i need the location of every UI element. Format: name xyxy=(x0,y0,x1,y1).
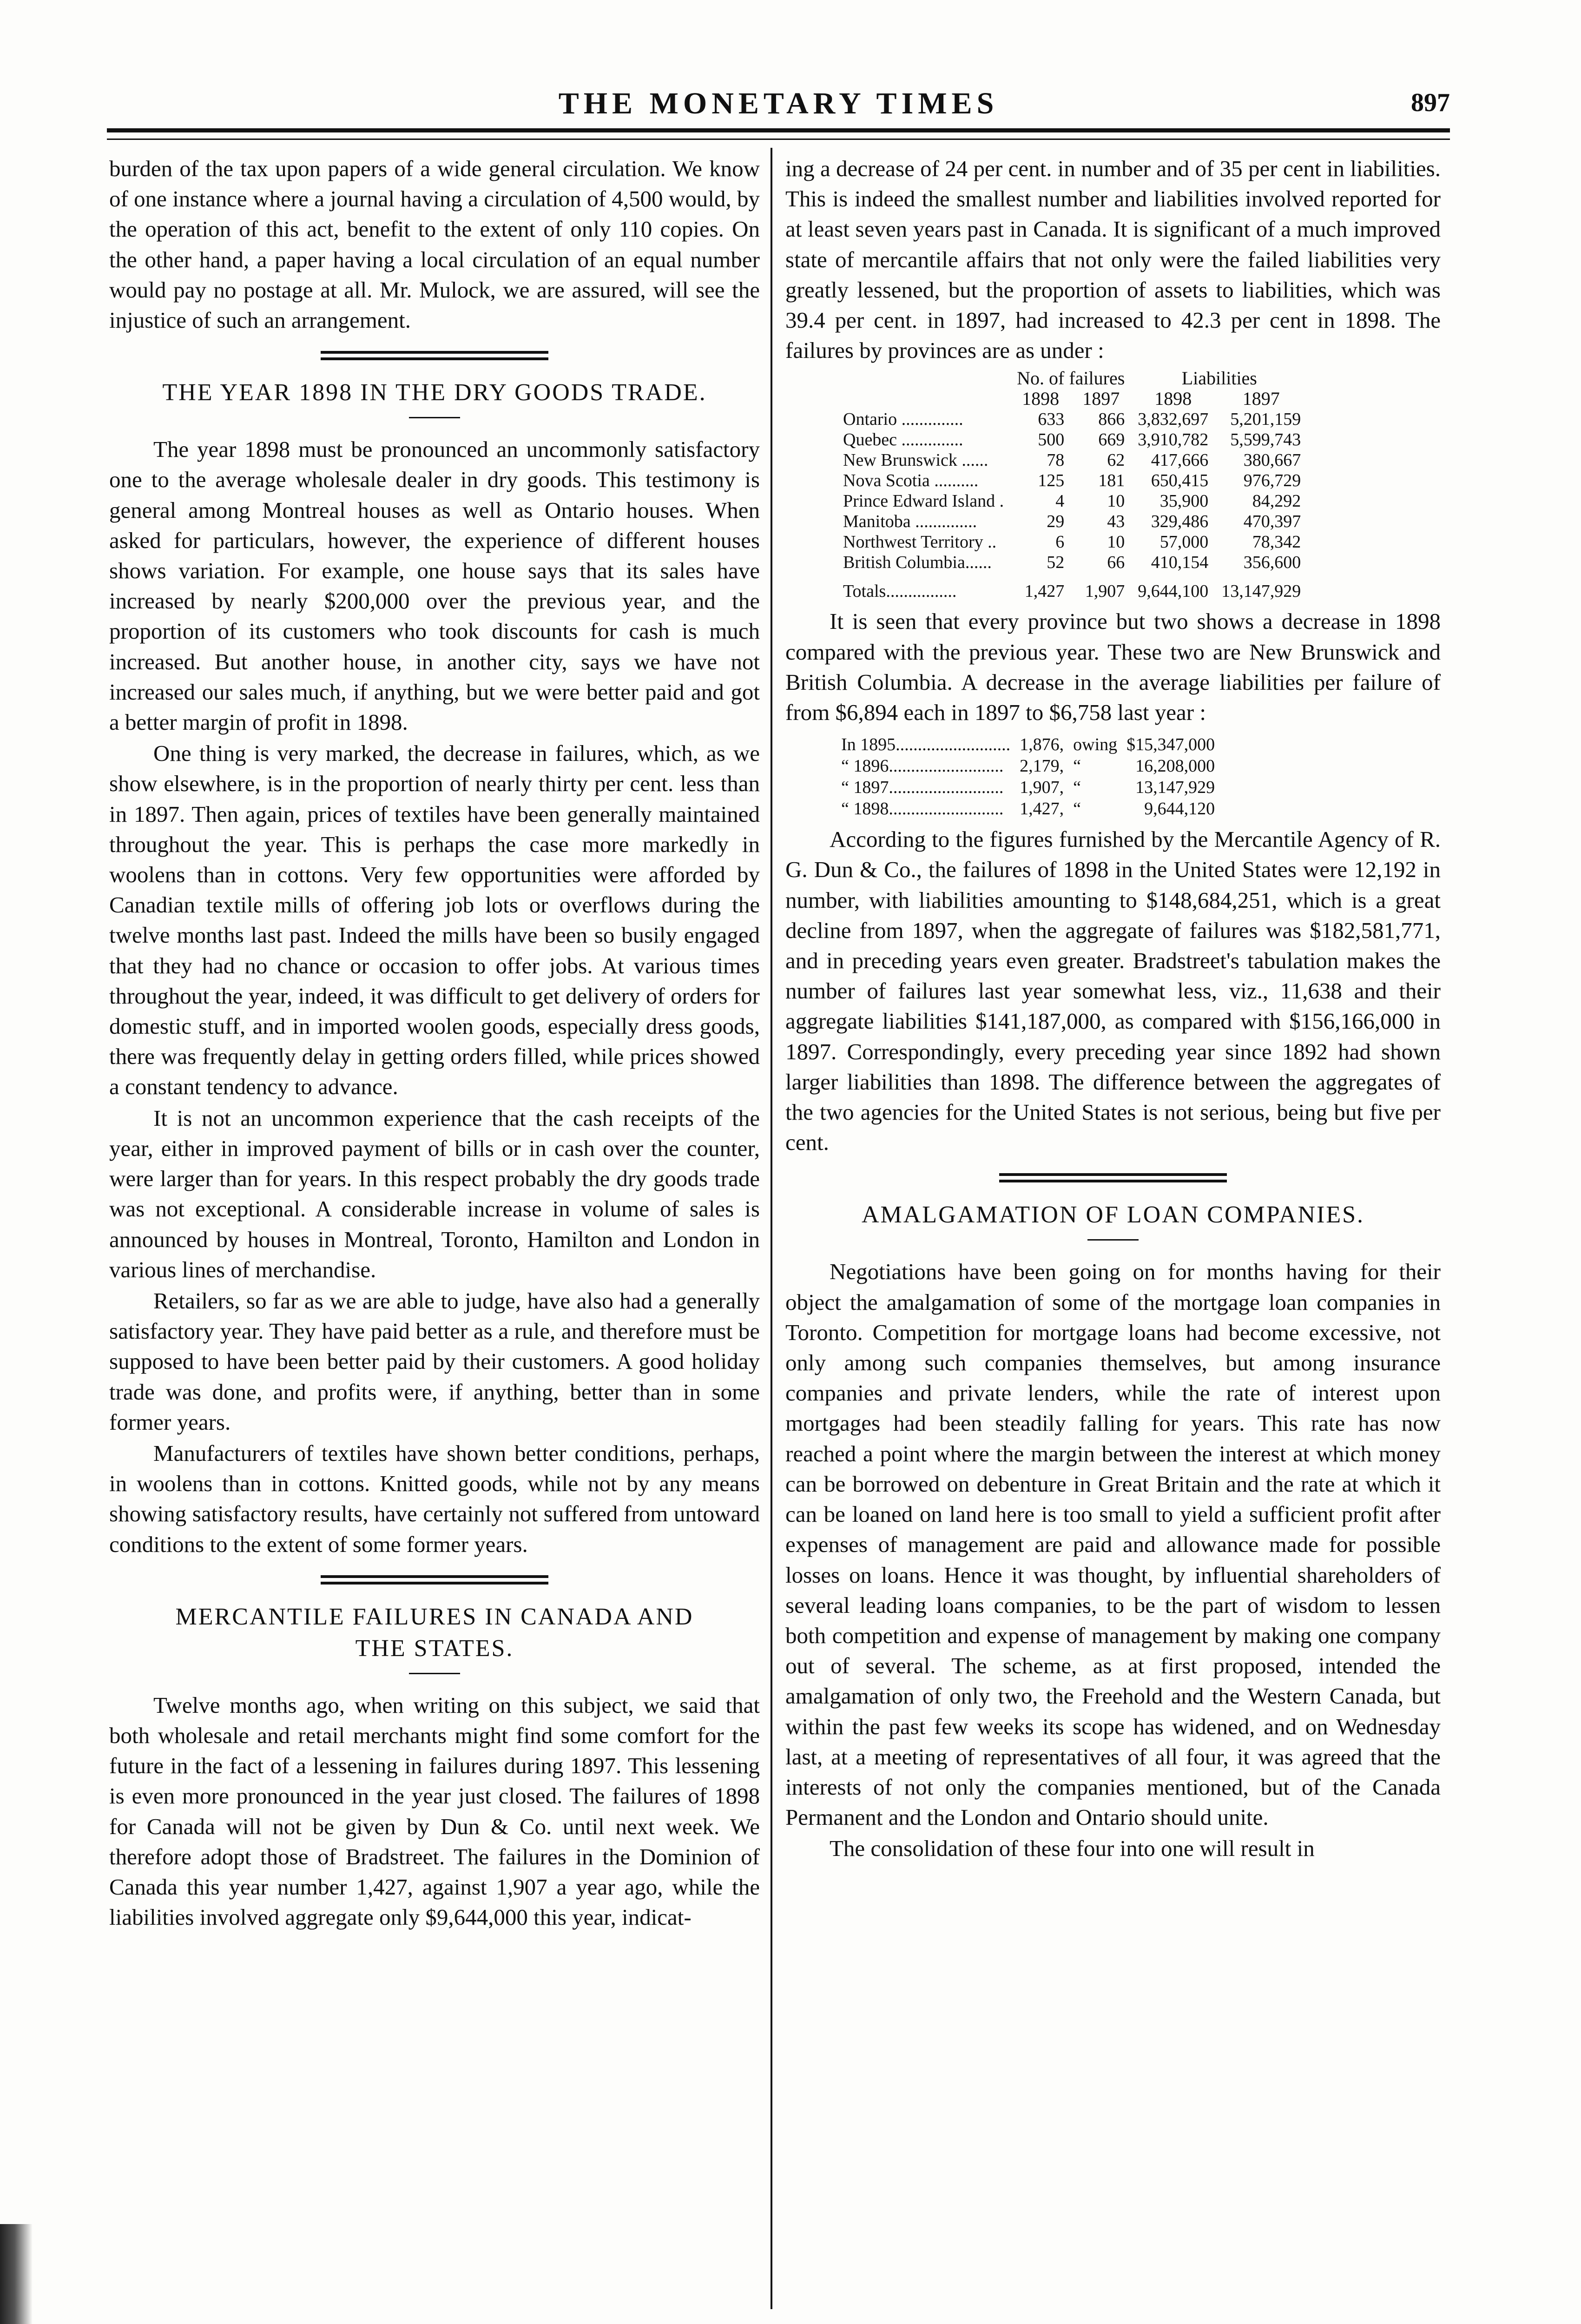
liabilities-1898: 417,666 xyxy=(1151,450,1209,470)
failure-count: 1,876, xyxy=(1020,735,1064,755)
continuation-paragraph: ing a decrease of 24 per cent. in number and of 35 per cent in liabilities. This is indeed the smallest number and liabilities involved reported for at least seven years past in Canada. It is significant of a much improved state of mercantile affairs that not only were the failed liabilities very greatly lessened, but the proportion of assets to liabilities, which was 39.4 per cent. in 1897, had increased to 42.3 per cent in 1898. The failures by provinces are as under : xyxy=(785,156,1441,363)
table-year-header-row xyxy=(837,389,1307,409)
totals-row xyxy=(837,573,1307,601)
owing-label: owing xyxy=(1073,735,1118,755)
liabilities-1898: 650,415 xyxy=(1151,471,1209,491)
publication-title: THE MONETARY TIMES xyxy=(558,86,999,120)
table-row xyxy=(837,798,1219,819)
masthead xyxy=(107,86,1450,123)
table-row xyxy=(837,755,1219,777)
table-row xyxy=(837,491,1307,511)
province-name: Nova Scotia .......... xyxy=(843,471,979,491)
failures-1897: 62 xyxy=(1107,450,1125,470)
heading-rule xyxy=(409,417,460,418)
liabilities-1897: 5,599,743 xyxy=(1230,430,1301,450)
liability-amount: 16,208,000 xyxy=(1135,756,1215,776)
totals-liabilities-1898: 9,644,100 xyxy=(1138,581,1209,601)
failure-count: 1,427, xyxy=(1020,799,1064,819)
province-name: British Columbia...... xyxy=(843,553,992,573)
year-label: “ 1897.......................... xyxy=(841,778,1004,798)
failures-1897: 669 xyxy=(1098,430,1125,450)
liabilities-1898: 35,900 xyxy=(1159,491,1209,511)
table-group-header-row xyxy=(837,368,1307,389)
table-row xyxy=(837,470,1307,491)
group-header-failures: No. of failures xyxy=(1017,368,1125,389)
failures-1897: 10 xyxy=(1107,491,1125,511)
failures-1897: 66 xyxy=(1107,553,1125,573)
section-separator xyxy=(321,351,548,360)
intro-paragraph: burden of the tax upon papers of a wide general circulation. We know of one instance where a journal having a circulation of 4,500 would, by the operation of this act, benefit to the extent of only 110 copies. On the other hand, a paper having a local circulation of an equal number would pay no postage at all. Mr. Mulock, we are assured, will see the injustice of such an arrangement. xyxy=(109,156,760,333)
failures-1898: 500 xyxy=(1038,430,1065,450)
failures-paragraph: Twelve months ago, when writing on this subject, we said that both wholesale and retail merchants might find some comfort for the future in the fact of a lessening in failures during 1897. This lessening is even more pronounced in the year just closed. The failures of 1898 for Canada will not be given by Dun & Co. until next week. We therefore adopt those of Bradstreet. The failures in the Dominion of Canada this year number 1,427, against 1,907 a year ago, while the liabilities involved aggregate only $9,644,000 this year, indicat- xyxy=(109,1692,760,1930)
year-label: “ 1898.......................... xyxy=(841,799,1004,819)
page-number: 897 xyxy=(1411,88,1450,117)
liabilities-1898: 3,832,697 xyxy=(1138,409,1209,429)
year-label: “ 1896.......................... xyxy=(841,756,1004,776)
owing-label: “ xyxy=(1073,778,1081,798)
totals-liabilities-1897: 13,147,929 xyxy=(1221,581,1301,601)
totals-failures-1897: 1,907 xyxy=(1085,581,1125,601)
table-row xyxy=(837,409,1307,429)
totals-label: Totals................ xyxy=(843,581,957,601)
failure-count: 2,179, xyxy=(1020,756,1064,776)
liabilities-1897: 78,342 xyxy=(1252,532,1301,552)
liabilities-1897: 470,397 xyxy=(1243,512,1301,532)
liabilities-1898: 410,154 xyxy=(1151,553,1209,573)
province-name: Ontario .............. xyxy=(843,409,963,429)
amalgamation-paragraph: Negotiations have been going on for months having for their object the amalgamation of some of the mortgage loan companies in Toronto. Competition for mortgage loans had become excessive, not only among such companies themselves, but among insurance companies and private lenders, while the rate of interest upon mortgages had been steadily falling for years. This rate has now reached a point where the margin between the interest at which money can be borrowed on debenture in Great Britain and the rate at which it can be loaned on land here is too small to yield a sufficient profit after expenses of management are paid and allowance made for possible losses on loans. Hence it was thought, by influential shareholders of several leading loans companies, to be the part of wisdom to lessen both competition and expense of management by making one company out of several. The scheme, as at first proposed, intended the amalgamation of only two, the Freehold and the Western Canada, but within the past few weeks its scope has widened, and on Wednesday last, at a meeting of representatives of all four, it was agreed that the interests of not only the companies mentioned, but of the Canada Permanent and the London and Ontario should unite. xyxy=(785,1259,1441,1830)
table-row xyxy=(837,429,1307,450)
left-column xyxy=(109,153,760,1932)
failures-1898: 78 xyxy=(1047,450,1065,470)
yearly-failures-table xyxy=(837,734,1219,819)
liabilities-1898: 3,910,782 xyxy=(1138,430,1209,450)
header-rule-thick xyxy=(107,128,1450,132)
dry-goods-paragraph: Retailers, so far as we are able to judge, have also had a generally satisfactory year. They have paid better as a rule, and therefore must be supposed to have been better paid by their customers. A good holiday trade was done, and profits were, if anything, better than in some former years. xyxy=(109,1287,760,1435)
right-column xyxy=(785,153,1441,1864)
year-header: 1898 xyxy=(1022,388,1060,409)
dry-goods-paragraph: Manufacturers of textiles have shown better conditions, perhaps, in woolens than in cottons. Knitted goods, while not by any means showing satisfactory results, have certainly not suffered from untoward conditions to the extent of some former years. xyxy=(109,1440,760,1557)
province-failures-table xyxy=(837,368,1307,601)
failures-1897: 10 xyxy=(1107,532,1125,552)
failures-heading xyxy=(109,1601,760,1664)
amalgamation-heading: AMALGAMATION OF LOAN COMPANIES. xyxy=(861,1202,1365,1228)
binding-shadow xyxy=(0,2224,33,2324)
table-row xyxy=(837,450,1307,470)
failures-1898: 29 xyxy=(1047,512,1065,532)
heading-rule xyxy=(409,1673,460,1674)
year-header: 1898 xyxy=(1154,388,1192,409)
section-separator xyxy=(321,1575,548,1585)
table-row xyxy=(837,532,1307,552)
table-row xyxy=(837,734,1219,755)
dry-goods-paragraph: One thing is very marked, the decrease in failures, which, as we show elsewhere, is in the proportion of nearly thirty per cent. less than in 1897. Then again, prices of textiles have been generally maintained throughout the year. This is perhaps the case more markedly in woolens than in cottons. Very few opportunities were afforded by Canadian textile mills of offering job lots or overflows during the twelve months last past. Indeed the mills have been so busily engaged that they had no chance or occasion to offer jobs. At various times throughout the year, indeed, it was difficult to get delivery of orders for domestic stuff, and in imported woolen goods, especially dress goods, there was frequently delay in getting orders filled, while prices showed a constant tendency to advance. xyxy=(109,740,760,1100)
failures-1897: 43 xyxy=(1107,512,1125,532)
owing-label: “ xyxy=(1073,756,1081,776)
dry-goods-paragraph: It is not an uncommon experience that the cash receipts of the year, either in improved payment of bills or in cash over the counter, were larger than for years. In this respect probably the dry goods trade was not exceptional. A considerable increase in volume of sales is announced by houses in Montreal, Toronto, Hamilton and London in various lines of merchandise. xyxy=(109,1105,760,1282)
province-name: Manitoba .............. xyxy=(843,512,977,532)
liabilities-1897: 976,729 xyxy=(1243,471,1301,491)
group-header-liabilities: Liabilities xyxy=(1181,368,1257,389)
liabilities-1897: 356,600 xyxy=(1243,553,1301,573)
totals-failures-1898: 1,427 xyxy=(1024,581,1065,601)
dry-goods-paragraph: The year 1898 must be pronounced an uncommonly satisfactory one to the average wholesale dealer in dry goods. This testimony is general among Montreal houses as well as Ontario houses. When asked for particulars, however, the experience of different houses shows variation. For example, one house says that its sales have increased by nearly $200,000 over the previous year, and the proportion of its customers who took discounts for cash is much increased. But another house, in another city, says we have not increased our sales much, if anything, but we were better paid and got a better margin of profit in 1898. xyxy=(109,436,760,735)
heading-rule xyxy=(1087,1239,1139,1241)
table-row xyxy=(837,511,1307,532)
failure-count: 1,907, xyxy=(1020,778,1064,798)
failures-heading-line2: THE STATES. xyxy=(355,1635,514,1662)
liability-amount: $15,347,000 xyxy=(1126,735,1215,755)
section-separator xyxy=(999,1173,1227,1182)
liabilities-1897: 84,292 xyxy=(1252,491,1301,511)
liabilities-1898: 57,000 xyxy=(1159,532,1209,552)
liabilities-1897: 5,201,159 xyxy=(1230,409,1301,429)
dry-goods-heading: THE YEAR 1898 IN THE DRY GOODS TRADE. xyxy=(162,379,707,406)
amalgamation-last-line: The consolidation of these four into one will result in xyxy=(830,1835,1315,1862)
failures-1897: 181 xyxy=(1098,471,1125,491)
failures-1898: 6 xyxy=(1055,532,1065,552)
liability-amount: 9,644,120 xyxy=(1144,799,1215,819)
year-header: 1897 xyxy=(1242,388,1280,409)
year-header: 1897 xyxy=(1082,388,1120,409)
table-row xyxy=(837,552,1307,573)
liabilities-1898: 329,486 xyxy=(1151,512,1209,532)
province-name: Quebec .............. xyxy=(843,430,963,450)
province-name: Northwest Territory .. xyxy=(843,532,997,552)
failures-1897: 866 xyxy=(1098,409,1125,429)
failures-1898: 633 xyxy=(1038,409,1065,429)
liabilities-1897: 380,667 xyxy=(1243,450,1301,470)
failures-1898: 4 xyxy=(1055,491,1065,511)
table-row xyxy=(837,777,1219,798)
after-table-paragraph: It is seen that every province but two shows a decrease in 1898 compared with the previous year. These two are New Brunswick and British Columbia. A decrease in the average liabilities per failure of from $6,894 each in 1897 to $6,758 last year : xyxy=(785,608,1441,726)
column-divider xyxy=(771,148,772,2309)
province-name: Prince Edward Island . xyxy=(843,491,1004,511)
province-name: New Brunswick ...... xyxy=(843,450,988,470)
province-rows xyxy=(837,409,1307,573)
year-rows xyxy=(837,734,1219,819)
failures-heading-line1: MERCANTILE FAILURES IN CANADA AND xyxy=(175,1603,694,1630)
liability-amount: 13,147,929 xyxy=(1135,778,1215,798)
year-label: In 1895.......................... xyxy=(841,735,1011,755)
failures-1898: 52 xyxy=(1047,553,1065,573)
failures-1898: 125 xyxy=(1038,471,1065,491)
owing-label: “ xyxy=(1073,799,1081,819)
dun-paragraph: According to the figures furnished by the Mercantile Agency of R. G. Dun & Co., the failures of 1898 in the United States were 12,192 in number, with liabilities amounting to $148,684,251, which is a great decline from 1897, when the aggregate of failures was $182,581,771, and in preceding years even greater. Bradstreet's tabulation makes the number of failures last year somewhat less, viz., 11,638 and their aggregate liabilities $141,187,000, as compared with $156,166,000 in 1897. Correspondingly, every preceding year since 1892 had shown larger liabilities than 1898. The difference between the aggregates of the two agencies for the United States is not serious, being but five per cent. xyxy=(785,826,1441,1155)
header-rule-thin xyxy=(107,139,1450,140)
